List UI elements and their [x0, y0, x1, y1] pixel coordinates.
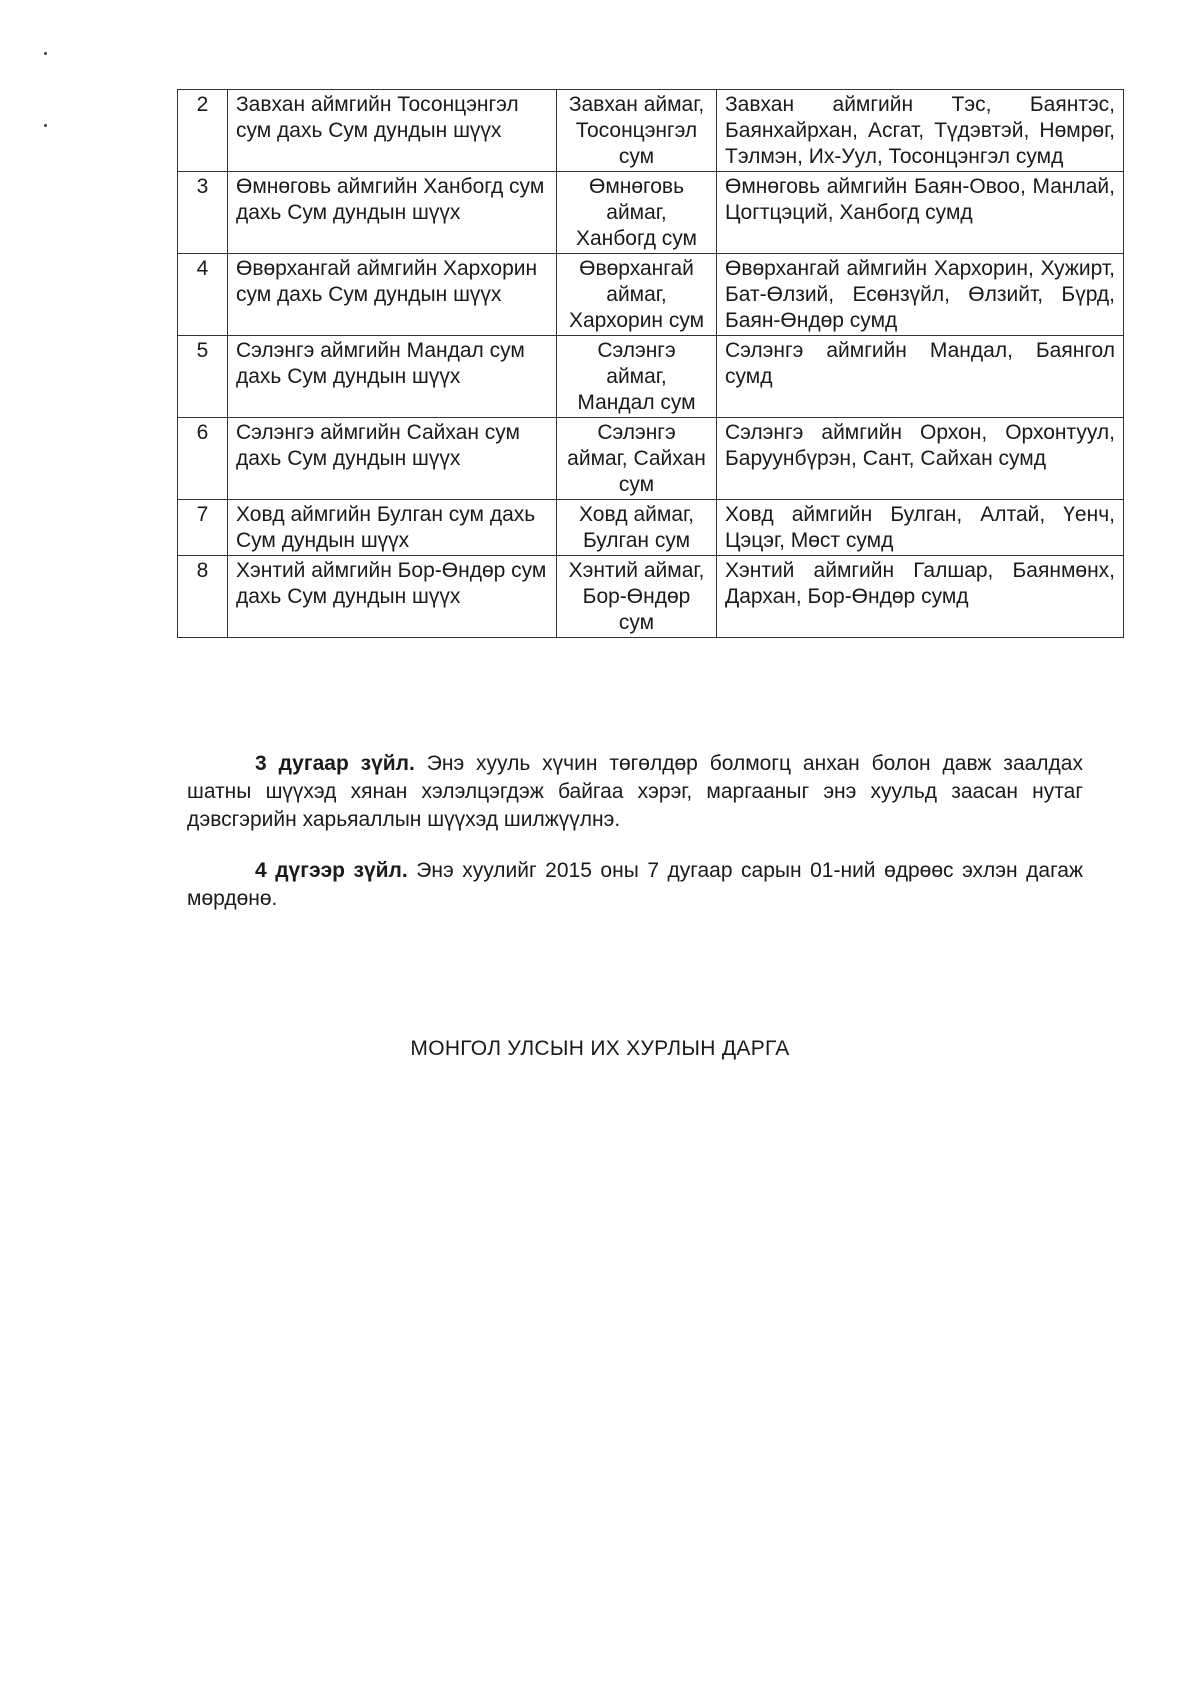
court-jurisdiction: Ховд аймгийн Булган, Алтай, Үенч, Цэцэг, Мөст сумд [717, 500, 1124, 556]
article-4-text: Энэ хуулийг 2015 оны 7 дугаар сарын 01-ний өдрөөс эхлэн дагаж мөрдөнө. [187, 859, 1084, 910]
signature-title: МОНГОЛ УЛСЫН ИХ ХУРЛЫН ДАРГА [410, 1037, 790, 1060]
court-name: Ховд аймгийн Булган сум дахь Сум дундын шүүх [228, 500, 557, 556]
court-location: Ховд аймаг, Булган сум [557, 500, 717, 556]
court-location: Сэлэнгэ аймаг, Сайхан сум [557, 418, 717, 500]
court-jurisdiction: Сэлэнгэ аймгийн Мандал, Баянгол сумд [717, 336, 1124, 418]
table-row [178, 254, 1124, 336]
article-4 [187, 857, 1083, 913]
court-name: Өвөрхангай аймгийн Хархорин сум дахь Сум дундын шүүх [228, 254, 557, 336]
article-3 [187, 750, 1083, 834]
row-number: 5 [178, 336, 228, 418]
court-name: Өмнөговь аймгийн Ханбогд сум дахь Сум дундын шүүх [228, 172, 557, 254]
court-location: Өмнөговь аймаг, Ханбогд сум [557, 172, 717, 254]
table-row [178, 418, 1124, 500]
row-number: 4 [178, 254, 228, 336]
court-name: Сэлэнгэ аймгийн Сайхан сум дахь Сум дундын шүүх [228, 418, 557, 500]
table-row [178, 500, 1124, 556]
court-location: Өвөрхангай аймаг, Хархорин сум [557, 254, 717, 336]
court-location: Сэлэнгэ аймаг, Мандал сум [557, 336, 717, 418]
article-3-heading: 3 дугаар зүйл. [255, 752, 415, 775]
court-jurisdiction: Завхан аймгийн Тэс, Баянтэс, Баянхайрхан, Асгат, Түдэвтэй, Нөмрөг, Тэлмэн, Их-Уул, Тосонцэнгэл сумд [717, 90, 1124, 172]
table-row [178, 90, 1124, 172]
court-location: Хэнтий аймаг, Бор-Өндөр сум [557, 556, 717, 638]
table-row [178, 556, 1124, 638]
row-number: 8 [178, 556, 228, 638]
court-jurisdiction: Хэнтий аймгийн Галшар, Баянмөнх, Дархан, Бор-Өндөр сумд [717, 556, 1124, 638]
courts-table [177, 89, 1124, 638]
row-number: 6 [178, 418, 228, 500]
row-number: 2 [178, 90, 228, 172]
scan-dot-bottom [44, 124, 47, 127]
scan-dot-top [44, 52, 47, 55]
court-jurisdiction: Өмнөговь аймгийн Баян-Овоо, Манлай, Цогтцэций, Ханбогд сумд [717, 172, 1124, 254]
table-row [178, 172, 1124, 254]
court-name: Сэлэнгэ аймгийн Мандал сум дахь Сум дундын шүүх [228, 336, 557, 418]
court-name: Хэнтий аймгийн Бор-Өндөр сум дахь Сум дундын шүүх [228, 556, 557, 638]
article-3-text: Энэ хууль хүчин төгөлдөр болмогц анхан болон давж заалдах шатны шүүхэд хянан хэлэлцэгдэж байгаа хэрэг, маргааныг энэ хуульд заасан нутаг дэвсгэрийн харьяаллын шүүхэд шилжүүлнэ. [187, 752, 1083, 831]
row-number: 7 [178, 500, 228, 556]
court-jurisdiction: Өвөрхангай аймгийн Хархорин, Хужирт, Бат-Өлзий, Есөнзүйл, Өлзийт, Бүрд, Баян-Өндөр сумд [717, 254, 1124, 336]
table-row [178, 336, 1124, 418]
court-location: Завхан аймаг, Тосонцэнгэл сум [557, 90, 717, 172]
court-jurisdiction: Сэлэнгэ аймгийн Орхон, Орхонтуул, Баруунбүрэн, Сант, Сайхан сумд [717, 418, 1124, 500]
article-4-heading: 4 дүгээр зүйл. [255, 859, 408, 882]
court-name: Завхан аймгийн Тосонцэнгэл сум дахь Сум дундын шүүх [228, 90, 557, 172]
row-number: 3 [178, 172, 228, 254]
